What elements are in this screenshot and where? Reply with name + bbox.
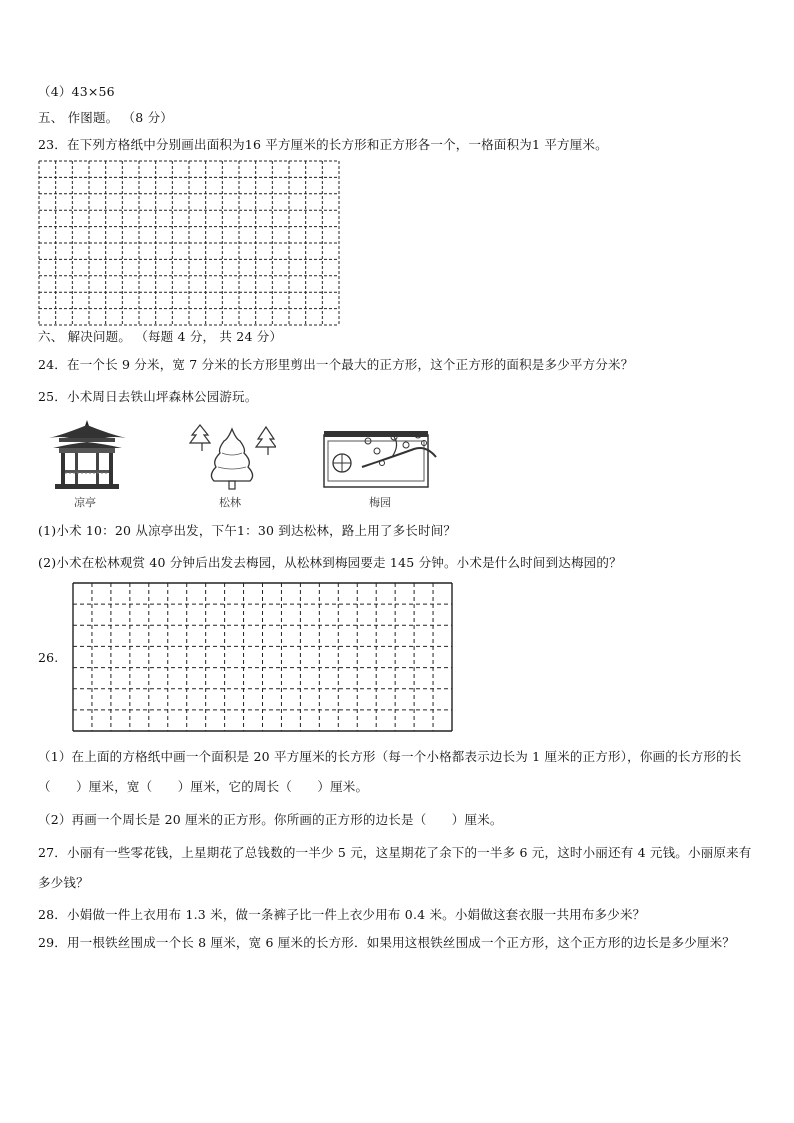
pine-forest-caption: 松林 (219, 496, 241, 509)
question-26-part-2: （2）再画一个周长是 20 厘米的正方形。你所画的正方形的边长是（ ）厘米。 (38, 812, 503, 827)
question-25-part-2: (2)小术在松林观赏 40 分钟后出发去梅园，从松林到梅园要走 145 分钟。小术是什么时间到达梅园的？ (38, 555, 622, 570)
question-25: 25．小术周日去铁山坪森林公园游玩。 (38, 389, 258, 404)
pine-forest-image (188, 423, 276, 491)
grid-paper-23[interactable] (38, 160, 340, 326)
question-23: 23．在下列方格纸中分别画出面积为16 平方厘米的长方形和正方形各一个，一格面积为1 平方厘米。 (38, 137, 608, 152)
pavilion-caption: 凉亭 (74, 496, 96, 509)
question-26-part-1: （1）在上面的方格纸中画一个面积是 20 平方厘米的长方形（每一个小格都表示边长为 1 厘米的正方形），你画的长方形的长（ ）厘米，宽（ ）厘米，它的周长（ ）厘米。 (38, 749, 742, 794)
plum-garden-caption: 梅园 (369, 496, 391, 509)
question-24: 24．在一个长 9 分米，宽 7 分米的长方形里剪出一个最大的正方形，这个正方形的面积是多少平方分米？ (38, 357, 634, 372)
q22-item-4: （4）43×56 (38, 84, 115, 99)
section-5-heading: 五、 作图题。 （8 分） (38, 110, 173, 125)
question-28: 28．小娟做一件上衣用布 1.3 米，做一条裤子比一件上衣少用布 0.4 米。小娟做这套衣服一共用布多少米？ (38, 907, 646, 922)
question-26-label: 26. (38, 650, 59, 665)
question-27: 27．小丽有一些零花钱，上星期花了总钱数的一半少 5 元，这星期花了余下的一半多 6 元，这时小丽还有 4 元钱。小丽原来有多少钱？ (38, 845, 752, 890)
question-29: 29．用一根铁丝围成一个长 8 厘米，宽 6 厘米的长方形．如果用这根铁丝围成一个正方形，这个正方形的边长是多少厘米？ (38, 935, 736, 950)
question-25-part-1: (1)小术 10：20 从凉亭出发，下午1：30 到达松林，路上用了多长时间？ (38, 523, 457, 538)
pavilion-image (45, 418, 130, 490)
plum-garden-image (322, 427, 438, 489)
section-6-heading: 六、 解决问题。 （每题 4 分， 共 24 分） (38, 329, 283, 344)
grid-paper-26[interactable] (72, 582, 453, 732)
